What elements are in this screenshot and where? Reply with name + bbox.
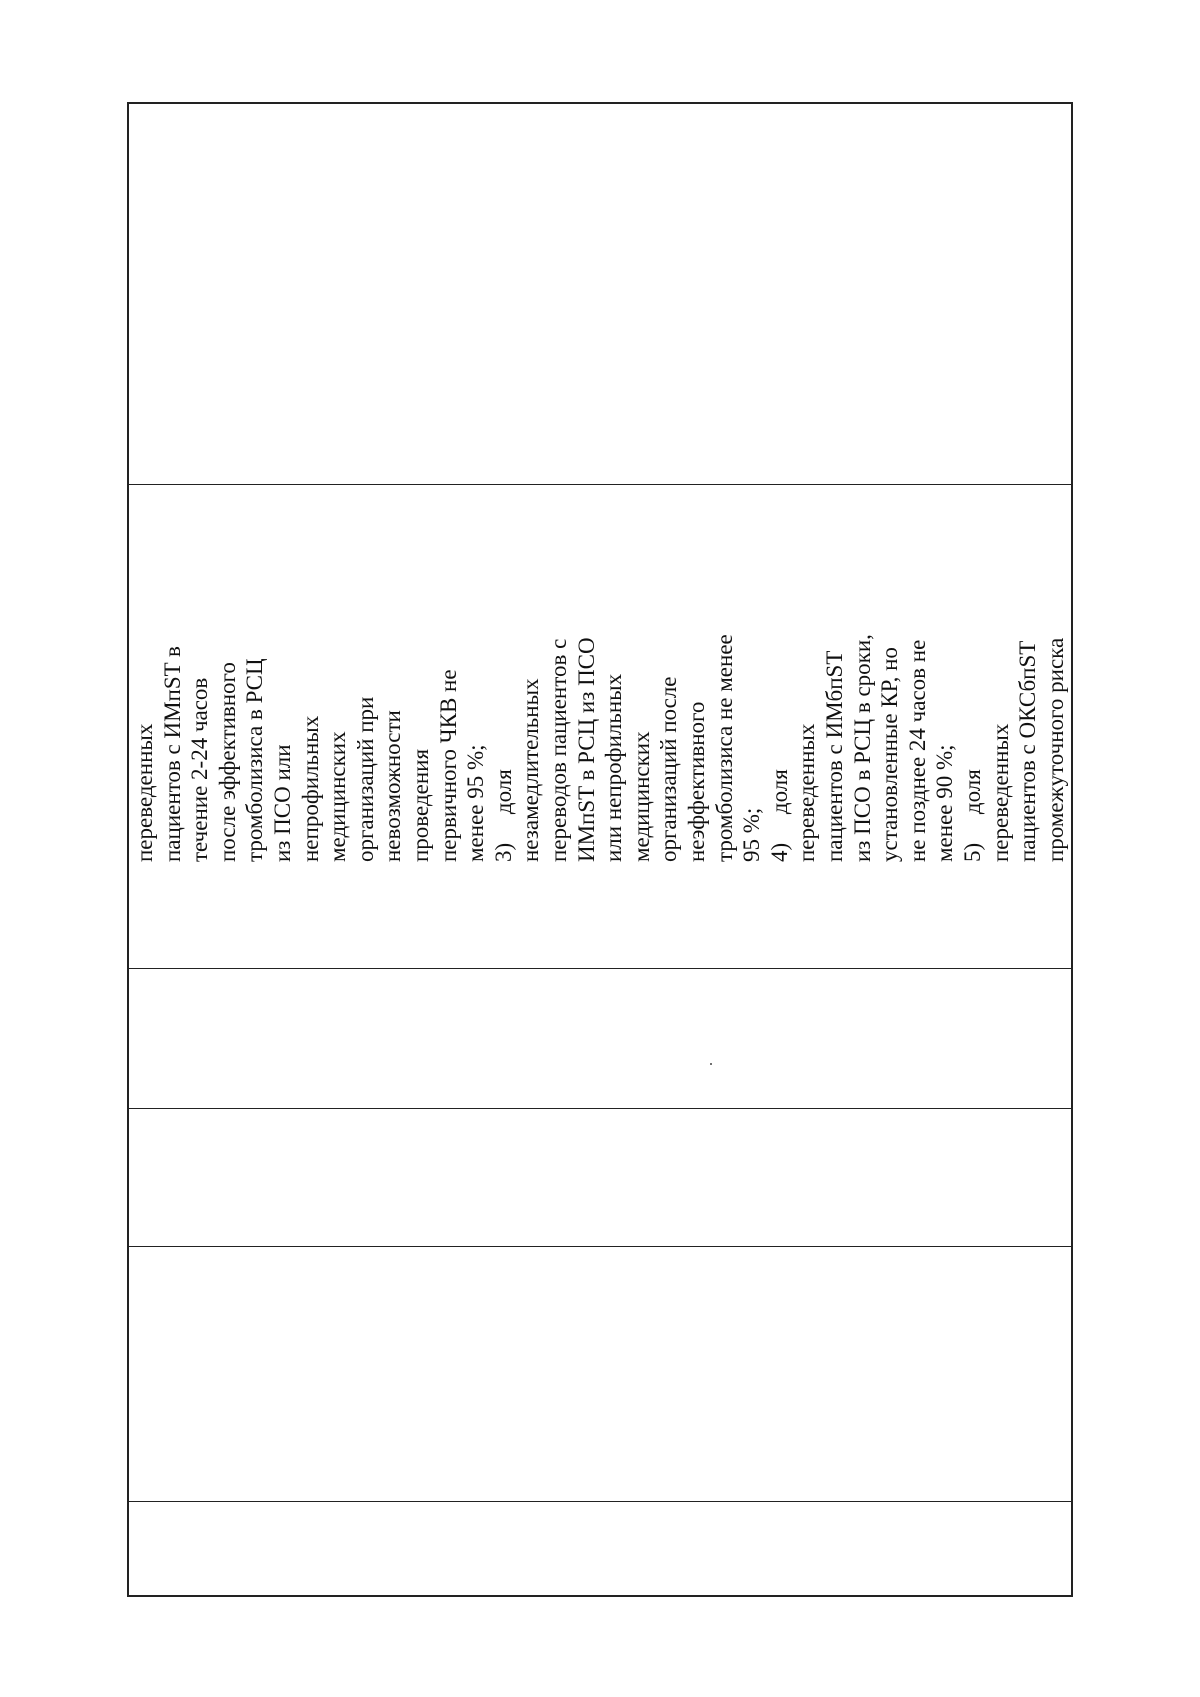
cell-text-line: тромболизиса в РСЦ — [242, 658, 268, 862]
indicator-text-cell — [128, 484, 1072, 864]
cell-text-line: организаций после — [656, 676, 682, 862]
column-divider — [129, 1501, 1071, 1502]
cell-text-line: первичного ЧКВ не — [435, 669, 461, 862]
cell-text-line: менее 90 %; — [932, 744, 958, 862]
cell-text-line: переведенных — [132, 723, 157, 862]
cell-text-line: 5) доля — [960, 769, 985, 862]
cell-text-line: или непрофильных — [601, 673, 627, 862]
cell-text-line: течение 2-24 часов — [187, 677, 213, 862]
cell-text-line: 4) доля — [766, 769, 792, 862]
cell-text-line: из ПСО в РСЦ в сроки, — [849, 634, 875, 862]
cell-text-line: менее 95 %; — [463, 744, 489, 862]
cell-text-line: пациентов с ИМпST в — [159, 646, 185, 862]
cell-text-line: из ПСО или — [270, 744, 295, 862]
cell-text-line: ИМпST в РСЦ из ПСО — [573, 637, 599, 862]
cell-text-line: пациентов с ОКСбпST — [1015, 640, 1041, 862]
cell-text-line: переведенных — [794, 723, 820, 862]
cell-text-line: промежуточного риска — [1042, 637, 1068, 862]
cell-text-line: проведения — [408, 748, 433, 862]
scan-speck — [710, 1063, 712, 1065]
column-divider — [129, 1246, 1071, 1247]
cell-text-line: незамедлительных — [518, 678, 544, 862]
cell-text-line: тромболизиса не менее — [711, 634, 737, 862]
cell-text-line: невозможности — [380, 710, 406, 862]
cell-text-line: 95 %; — [739, 807, 765, 862]
column-divider — [129, 1108, 1071, 1109]
cell-text-line: непрофильных — [297, 715, 323, 862]
cell-text-line: установленные КР, но — [877, 647, 903, 862]
cell-text-line: после эффективного — [214, 662, 240, 862]
cell-text-line: медицинских — [628, 731, 654, 862]
cell-text-line: не позднее 24 часов не — [904, 639, 930, 862]
cell-text-line: переводов пациентов с — [546, 638, 571, 862]
cell-text-line: 3) доля — [490, 769, 516, 862]
cell-text-line: пациентов с ИМбпST — [822, 650, 847, 862]
cell-text-line: неэффективного — [684, 701, 709, 862]
cell-text-line: организаций при — [352, 696, 378, 862]
cell-text-line: медицинских — [325, 731, 351, 862]
column-divider — [129, 968, 1071, 969]
cell-text-line: переведенных — [987, 723, 1013, 862]
